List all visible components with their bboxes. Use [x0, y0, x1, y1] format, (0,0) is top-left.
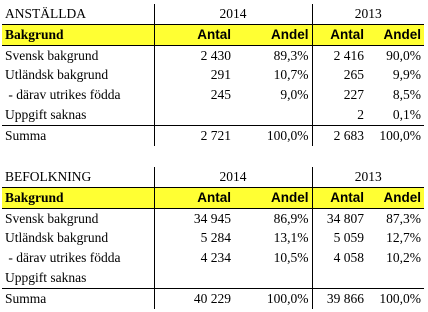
row-label: - därav utrikes födda [5, 87, 121, 103]
cell-value [234, 105, 312, 125]
table-title: BEFOLKNING [5, 169, 92, 184]
year-header: 2014 [154, 167, 312, 187]
cell-value: 0,1% [392, 106, 421, 122]
row-label: Uppgift saknas [5, 269, 87, 285]
cell-value: 39 866 [312, 288, 367, 308]
cell-value: 34 945 [154, 208, 234, 228]
cell-value: 100,0% [367, 288, 424, 308]
table-row [2, 208, 424, 228]
cell-value: 245 [154, 85, 234, 105]
table-row [2, 85, 424, 105]
cell-value: 89,3% [273, 47, 309, 63]
column-header-row [2, 24, 424, 45]
table-row [2, 105, 424, 125]
cell-value: 10,5% [273, 250, 309, 266]
year-header: 2014 [154, 4, 312, 24]
cell-value: 2 416 [312, 45, 367, 65]
row-label: Uppgift saknas [5, 106, 87, 122]
row-label: Svensk bakgrund [5, 47, 99, 63]
table-row [2, 248, 424, 268]
cell-value: 90,0% [386, 47, 421, 63]
cell-value: 265 [312, 65, 367, 85]
sum-row [2, 125, 424, 145]
cell-value [367, 268, 424, 288]
year-header: 2013 [312, 167, 424, 187]
column-header: Andel [367, 187, 424, 208]
column-header: Andel [367, 24, 424, 45]
cell-value: 2 430 [154, 45, 234, 65]
column-header: Andel [234, 24, 312, 45]
cell-value: 86,9% [273, 210, 309, 226]
cell-value: 13,1% [273, 230, 309, 246]
cell-value: 100,0% [234, 288, 312, 308]
cell-value: 100,0% [234, 125, 312, 145]
column-header: Bakgrund [2, 24, 154, 45]
cell-value: 34 807 [312, 208, 367, 228]
employees-table [2, 4, 424, 146]
cell-value [234, 268, 312, 288]
cell-value: 2 721 [154, 125, 234, 145]
cell-value: 9,0% [280, 87, 309, 103]
row-label: Summa [2, 288, 154, 308]
cell-value: 10,7% [273, 67, 309, 83]
column-header: Antal [154, 187, 234, 208]
column-header: Andel [234, 187, 312, 208]
cell-value: 100,0% [367, 125, 424, 145]
table-row [2, 228, 424, 248]
table-title: ANSTÄLLDA [5, 6, 86, 21]
cell-value: 291 [154, 65, 234, 85]
cell-value: 5 284 [154, 228, 234, 248]
row-label: Utländsk bakgrund [5, 230, 109, 246]
table-row [2, 268, 424, 288]
table-row [2, 65, 424, 85]
cell-value: 40 229 [154, 288, 234, 308]
cell-value: 227 [312, 85, 367, 105]
cell-value: 4 058 [312, 248, 367, 268]
cell-value [154, 105, 234, 125]
row-label: Svensk bakgrund [5, 210, 99, 226]
column-header: Antal [154, 24, 234, 45]
table-title-row [2, 167, 424, 187]
cell-value [312, 268, 367, 288]
cell-value: 2 683 [312, 125, 367, 145]
table-row [2, 45, 424, 65]
column-header: Antal [312, 187, 367, 208]
population-table [2, 167, 424, 309]
cell-value: 2 [312, 105, 367, 125]
row-label: Utländsk bakgrund [5, 67, 109, 83]
column-header: Bakgrund [2, 187, 154, 208]
table-title-row [2, 4, 424, 24]
column-header-row [2, 187, 424, 208]
sum-row [2, 288, 424, 308]
row-label: - därav utrikes födda [5, 250, 121, 266]
column-header: Antal [312, 24, 367, 45]
cell-value: 87,3% [386, 210, 421, 226]
cell-value: 9,9% [392, 67, 421, 83]
row-label: Summa [2, 125, 154, 145]
cell-value [154, 268, 234, 288]
cell-value: 5 059 [312, 228, 367, 248]
cell-value: 4 234 [154, 248, 234, 268]
cell-value: 8,5% [392, 87, 421, 103]
year-header: 2013 [312, 4, 424, 24]
cell-value: 10,2% [386, 250, 421, 266]
cell-value: 12,7% [386, 230, 421, 246]
